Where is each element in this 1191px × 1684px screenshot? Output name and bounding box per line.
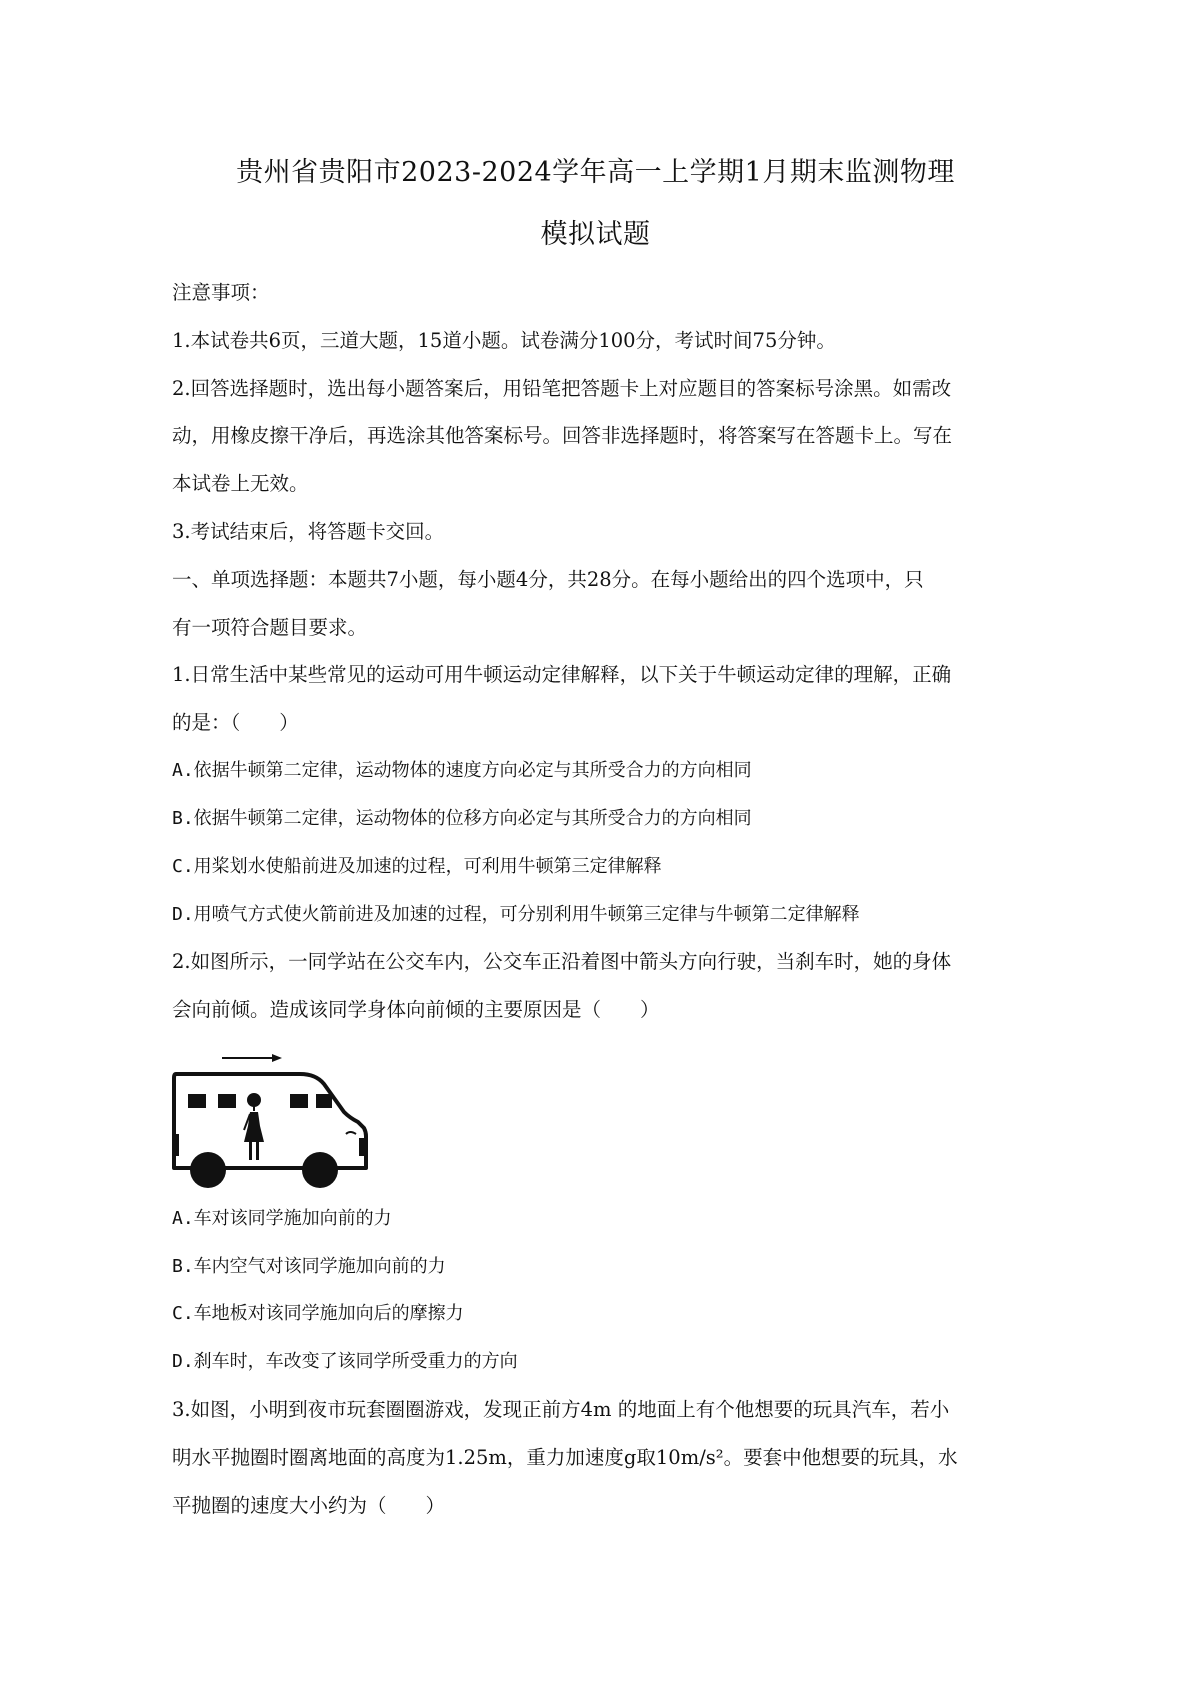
- q1-stem-line1: 1.日常生活中某些常见的运动可用牛顿运动定律解释，以下关于牛顿运动定律的理解，正确: [172, 663, 952, 686]
- exam-title-line2: 模拟试题: [540, 219, 651, 250]
- q1-stem-line2: 的是：（ ）: [172, 711, 299, 734]
- bus-window-1: [188, 1094, 206, 1108]
- q3-stem-line3: 平抛圈的速度大小约为（ ）: [172, 1494, 446, 1517]
- q1-option-c: C.用桨划水使船前进及加速的过程，可利用牛顿第三定律解释: [172, 856, 662, 877]
- q2-option-a: A.车对该同学施加向前的力: [172, 1208, 392, 1229]
- q2-option-b: B.车内空气对该同学施加向前的力: [172, 1256, 446, 1277]
- bus-figure: [170, 1050, 380, 1190]
- notice-heading: 注意事项：: [172, 281, 270, 304]
- q1-option-b: B.依据牛顿第二定律，运动物体的位移方向必定与其所受合力的方向相同: [172, 808, 752, 829]
- exam-title-line1: 贵州省贵阳市2023-2024学年高一上学期1月期末监测物理: [236, 157, 955, 188]
- section1-instruction-line1: 一、单项选择题：本题共7小题，每小题4分，共28分。在每小题给出的四个选项中，只: [172, 568, 924, 591]
- notice-item-1: 1.本试卷共6页，三道大题，15道小题。试卷满分100分，考试时间75分钟。: [172, 329, 836, 352]
- bus-window-2: [218, 1094, 236, 1108]
- bus-front-bumper: [359, 1138, 367, 1156]
- bus-rear-wheel: [190, 1152, 226, 1188]
- bus-rear-bumper: [172, 1134, 179, 1156]
- notice-item-2-line2: 动，用橡皮擦干净后，再选涂其他答案标号。回答非选择题时，将答案写在答题卡上。写在: [172, 424, 953, 447]
- notice-item-2-line1: 2.回答选择题时，选出每小题答案后，用铅笔把答题卡上对应题目的答案标号涂黑。如需改: [172, 377, 952, 400]
- q2-option-d: D.刹车时，车改变了该同学所受重力的方向: [172, 1351, 518, 1372]
- section1-instruction-line2: 有一项符合题目要求。: [172, 616, 368, 639]
- q2-stem-line2: 会向前倾。造成该同学身体向前倾的主要原因是（ ）: [172, 998, 660, 1021]
- bus-window-4: [316, 1094, 332, 1108]
- bus-front-wheel: [302, 1152, 338, 1188]
- bus-headlight: [346, 1132, 356, 1134]
- bus-window-3: [290, 1094, 308, 1108]
- notice-item-2-line3: 本试卷上无效。: [172, 472, 309, 495]
- notice-item-3: 3.考试结束后，将答题卡交回。: [172, 520, 445, 543]
- q3-stem-line1: 3.如图，小明到夜市玩套圈圈游戏，发现正前方4m 的地面上有个他想要的玩具汽车，若小: [172, 1398, 950, 1421]
- girl-standing-icon: [244, 1093, 264, 1160]
- q3-stem-line2: 明水平抛圈时圈离地面的高度为1.25m，重力加速度g取10m/s²。要套中他想要的玩具，水: [172, 1446, 958, 1469]
- direction-arrow-icon: [222, 1054, 282, 1062]
- q2-stem-line1: 2.如图所示，一同学站在公交车内，公交车正沿着图中箭头方向行驶，当刹车时，她的身体: [172, 950, 952, 973]
- q2-option-c: C.车地板对该同学施加向后的摩擦力: [172, 1303, 464, 1324]
- q1-option-d: D.用喷气方式使火箭前进及加速的过程，可分别利用牛顿第三定律与牛顿第二定律解释: [172, 904, 860, 925]
- q1-option-a: A.依据牛顿第二定律，运动物体的速度方向必定与其所受合力的方向相同: [172, 760, 752, 781]
